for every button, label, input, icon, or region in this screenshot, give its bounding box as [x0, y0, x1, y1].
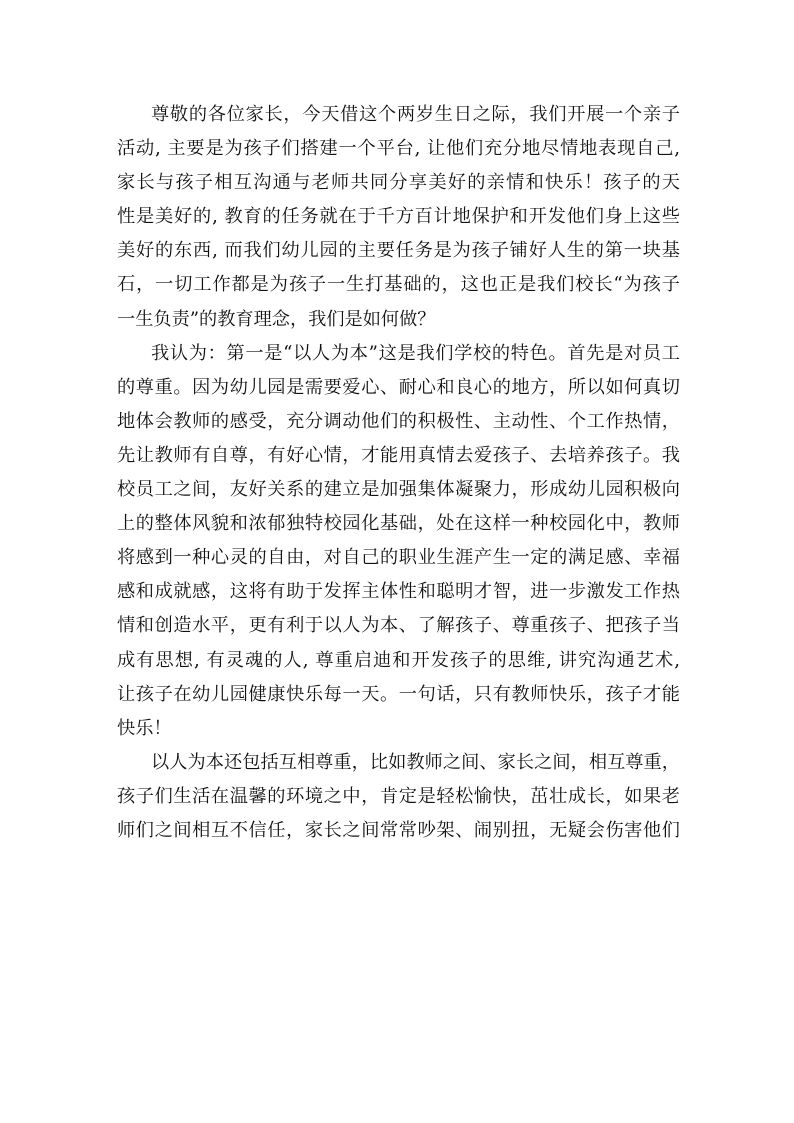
paragraph-1	[117, 98, 680, 337]
document-body	[117, 98, 680, 848]
text-line: 性是美好的, 教育的任务就在于千方百计地保护和开发他们身上这些	[117, 206, 680, 228]
text-line: 孩子们生活在温馨的环境之中，肯定是轻松愉快，茁壮成长，如果老	[117, 785, 680, 807]
text-line: 成有思想, 有灵魂的人, 尊重启迪和开发孩子的思维, 讲究沟通艺术,	[117, 649, 680, 671]
text-line: 先让教师有自尊，有好心情，才能用真情去爱孩子、去培养孩子。我	[117, 444, 680, 466]
text-line: 感和成就感，这将有助于发挥主体性和聪明才智，进一步激发工作热	[117, 581, 680, 603]
text-line: 石，一切工作都是为孩子一生打基础的，这也正是我们校长“为孩子	[117, 274, 680, 296]
text-line: 的尊重。因为幼儿园是需要爱心、耐心和良心的地方，所以如何真切	[117, 376, 680, 398]
text-line: 上的整体风貌和浓郁独特校园化基础，处在这样一种校园化中，教师	[117, 513, 680, 535]
text-line: 以人为本还包括互相尊重，比如教师之间、家长之间，相互尊重，	[151, 751, 680, 773]
text-line: 美好的东西, 而我们幼儿园的主要任务是为孩子铺好人生的第一块基	[117, 240, 680, 262]
text-line: 活动, 主要是为孩子们搭建一个平台, 让他们充分地尽情地表现自己,	[117, 138, 680, 160]
text-line: 我认为：第一是“以人为本”这是我们学校的特色。首先是对员工	[151, 342, 680, 364]
text-line: 地体会教师的感受，充分调动他们的积极性、主动性、个工作热情，	[117, 410, 680, 432]
text-line: 尊敬的各位家长，今天借这个两岁生日之际，我们开展一个亲子	[151, 104, 680, 125]
text-line: 让孩子在幼儿园健康快乐每一天。一句话，只有教师快乐，孩子才能	[117, 683, 680, 705]
text-line: 情和创造水平，更有利于以人为本、了解孩子、尊重孩子、把孩子当	[117, 615, 680, 637]
paragraph-3	[117, 746, 680, 848]
text-line: 将感到一种心灵的自由，对自己的职业生涯产生一定的满足感、幸福	[117, 547, 680, 569]
text-line: 师们之间相互不信任，家长之间常常吵架、闹别扭，无疑会伤害他们	[117, 819, 680, 841]
text-line: 家长与孩子相互沟通与老师共同分享美好的亲情和快乐！孩子的天	[117, 172, 680, 194]
text-line: 一生负责”的教育理念，我们是如何做？	[117, 308, 436, 330]
paragraph-2	[117, 337, 680, 746]
text-line: 校员工之间，友好关系的建立是加强集体凝聚力，形成幼儿园积极向	[117, 479, 680, 501]
text-line: 快乐！	[117, 717, 172, 739]
